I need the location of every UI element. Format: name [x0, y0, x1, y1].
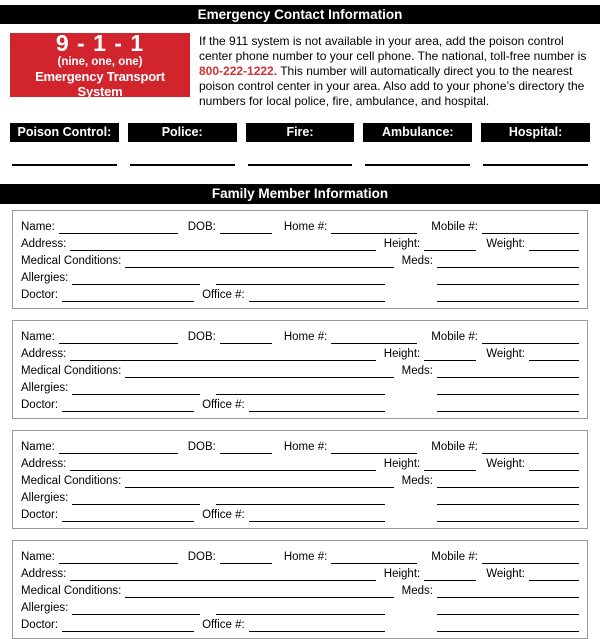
row-allergies [21, 598, 579, 615]
address-label: Address: [21, 348, 67, 360]
office-number-label: Office #: [202, 399, 245, 411]
weight-blank-line [529, 569, 579, 581]
contact-blank-line [248, 142, 353, 166]
home-number-blank-line [331, 222, 417, 234]
meds-continuation-line-2 [437, 400, 579, 412]
meds-label: Meds: [401, 365, 433, 377]
name-label: Name: [21, 551, 55, 563]
weight-label: Weight: [486, 568, 525, 580]
allergies-label: Allergies: [21, 602, 69, 614]
meds-label: Meds: [401, 255, 433, 267]
weight-blank-line [529, 239, 579, 251]
allergies-label: Allergies: [21, 382, 69, 394]
doctor-blank-line [62, 510, 194, 522]
medical-conditions-blank-line [125, 586, 393, 598]
medical-conditions-label: Medical Conditions: [21, 365, 122, 377]
description-after: This number will automatically direct you to the nearest poison control center in your area. Also add to your phone’s directory the numbers for local police, fire, ambulance, and hospital. [199, 64, 585, 108]
address-blank-line [70, 239, 375, 251]
doctor-label: Doctor: [21, 399, 59, 411]
allergies-continuation-line [216, 493, 385, 505]
office-number-blank-line [249, 620, 385, 632]
office-number-label: Office #: [202, 509, 245, 521]
dob-label: DOB: [187, 331, 216, 343]
dob-blank-line [220, 222, 272, 234]
family-members [0, 210, 600, 639]
row-allergies [21, 488, 579, 505]
mobile-number-label: Mobile #: [431, 221, 478, 233]
mobile-number-label: Mobile #: [431, 551, 478, 563]
row-allergies [21, 268, 579, 285]
address-label: Address: [21, 238, 67, 250]
height-label: Height: [383, 238, 421, 250]
doctor-blank-line [62, 290, 194, 302]
contact-field [10, 123, 119, 166]
description-before: If the 911 system is not available in your area, add the poison control center phone number to your cell phone. The national, toll-free number is [199, 34, 587, 63]
poison-control-phone-number: 800-222-1222. [199, 64, 278, 78]
name-blank-line [59, 332, 178, 344]
contact-field [363, 123, 472, 166]
mobile-number-label: Mobile #: [431, 331, 478, 343]
meds-label: Meds: [401, 475, 433, 487]
row-address-height-weight [21, 454, 579, 471]
meds-label: Meds: [401, 585, 433, 597]
contact-label: Poison Control: [10, 123, 119, 142]
contact-label: Police: [128, 123, 237, 142]
allergies-continuation-line [216, 273, 385, 285]
weight-label: Weight: [486, 238, 525, 250]
doctor-blank-line [62, 620, 194, 632]
home-number-label: Home #: [283, 331, 328, 343]
medical-conditions-label: Medical Conditions: [21, 475, 122, 487]
name-label: Name: [21, 441, 55, 453]
meds-continuation-line-1 [437, 603, 579, 615]
row-doctor-office [21, 615, 579, 632]
home-number-blank-line [331, 332, 417, 344]
home-number-label: Home #: [283, 221, 328, 233]
dob-blank-line [220, 442, 272, 454]
emergency-contacts-row [10, 123, 590, 166]
page-title: Emergency Contact Information [0, 5, 600, 24]
home-number-label: Home #: [283, 551, 328, 563]
mobile-number-blank-line [482, 552, 579, 564]
height-blank-line [424, 459, 476, 471]
row-medical-meds [21, 471, 579, 488]
allergies-label: Allergies: [21, 492, 69, 504]
row-name-dob-phones [21, 437, 579, 454]
row-medical-meds [21, 581, 579, 598]
dob-label: DOB: [187, 221, 216, 233]
weight-label: Weight: [486, 348, 525, 360]
medical-conditions-blank-line [125, 476, 393, 488]
office-number-blank-line [249, 400, 385, 412]
height-blank-line [424, 239, 476, 251]
mobile-number-label: Mobile #: [431, 441, 478, 453]
contact-label: Hospital: [481, 123, 590, 142]
allergies-blank-line [72, 383, 200, 395]
meds-continuation-line-1 [437, 383, 579, 395]
address-label: Address: [21, 568, 67, 580]
height-blank-line [424, 349, 476, 361]
emergency-intro-section [10, 30, 590, 109]
height-label: Height: [383, 348, 421, 360]
emergency-code-words: (nine, one, one) [57, 56, 143, 68]
row-name-dob-phones [21, 327, 579, 344]
row-address-height-weight [21, 564, 579, 581]
family-section-title: Family Member Information [0, 184, 600, 204]
height-label: Height: [383, 458, 421, 470]
contact-field [246, 123, 355, 166]
office-number-blank-line [249, 510, 385, 522]
contact-label: Ambulance: [363, 123, 472, 142]
meds-continuation-line-2 [437, 290, 579, 302]
address-label: Address: [21, 458, 67, 470]
height-blank-line [424, 569, 476, 581]
doctor-label: Doctor: [21, 289, 59, 301]
name-label: Name: [21, 221, 55, 233]
allergies-blank-line [72, 273, 200, 285]
row-doctor-office [21, 285, 579, 302]
medical-conditions-blank-line [125, 256, 393, 268]
home-number-blank-line [331, 552, 417, 564]
name-blank-line [59, 222, 178, 234]
meds-continuation-line-2 [437, 620, 579, 632]
family-member-block [12, 320, 588, 419]
doctor-label: Doctor: [21, 509, 59, 521]
allergies-continuation-line [216, 383, 385, 395]
row-medical-meds [21, 361, 579, 378]
row-name-dob-phones [21, 217, 579, 234]
name-blank-line [59, 552, 178, 564]
row-doctor-office [21, 395, 579, 412]
row-address-height-weight [21, 344, 579, 361]
contact-blank-line [483, 142, 588, 166]
meds-continuation-line-2 [437, 510, 579, 522]
contact-blank-line [365, 142, 470, 166]
row-medical-meds [21, 251, 579, 268]
office-number-blank-line [249, 290, 385, 302]
name-blank-line [59, 442, 178, 454]
dob-label: DOB: [187, 551, 216, 563]
contact-blank-line [130, 142, 235, 166]
meds-continuation-line-1 [437, 493, 579, 505]
row-doctor-office [21, 505, 579, 522]
emergency-code-caption: Emergency Transport System [35, 69, 165, 99]
doctor-label: Doctor: [21, 619, 59, 631]
medical-conditions-label: Medical Conditions: [21, 585, 122, 597]
contact-field [481, 123, 590, 166]
name-label: Name: [21, 331, 55, 343]
allergies-label: Allergies: [21, 272, 69, 284]
row-name-dob-phones [21, 547, 579, 564]
row-address-height-weight [21, 234, 579, 251]
emergency-911-box [10, 30, 190, 99]
contact-label: Fire: [246, 123, 355, 142]
address-blank-line [70, 459, 375, 471]
dob-blank-line [220, 552, 272, 564]
meds-blank-line [437, 476, 579, 488]
family-member-block [12, 430, 588, 529]
home-number-label: Home #: [283, 441, 328, 453]
contact-blank-line [12, 142, 117, 166]
meds-blank-line [437, 366, 579, 378]
allergies-continuation-line [216, 603, 385, 615]
weight-blank-line [529, 459, 579, 471]
medical-conditions-label: Medical Conditions: [21, 255, 122, 267]
home-number-blank-line [331, 442, 417, 454]
height-label: Height: [383, 568, 421, 580]
mobile-number-blank-line [482, 222, 579, 234]
weight-blank-line [529, 349, 579, 361]
emergency-code: 9 - 1 - 1 [55, 30, 145, 56]
meds-blank-line [437, 256, 579, 268]
dob-label: DOB: [187, 441, 216, 453]
mobile-number-blank-line [482, 442, 579, 454]
family-member-block [12, 210, 588, 309]
address-blank-line [70, 569, 375, 581]
dob-blank-line [220, 332, 272, 344]
mobile-number-blank-line [482, 332, 579, 344]
emergency-description [190, 33, 590, 109]
meds-continuation-line-1 [437, 273, 579, 285]
meds-blank-line [437, 586, 579, 598]
allergies-blank-line [72, 603, 200, 615]
contact-field [128, 123, 237, 166]
row-allergies [21, 378, 579, 395]
family-member-block [12, 540, 588, 639]
allergies-blank-line [72, 493, 200, 505]
doctor-blank-line [62, 400, 194, 412]
address-blank-line [70, 349, 375, 361]
office-number-label: Office #: [202, 619, 245, 631]
medical-conditions-blank-line [125, 366, 393, 378]
weight-label: Weight: [486, 458, 525, 470]
office-number-label: Office #: [202, 289, 245, 301]
